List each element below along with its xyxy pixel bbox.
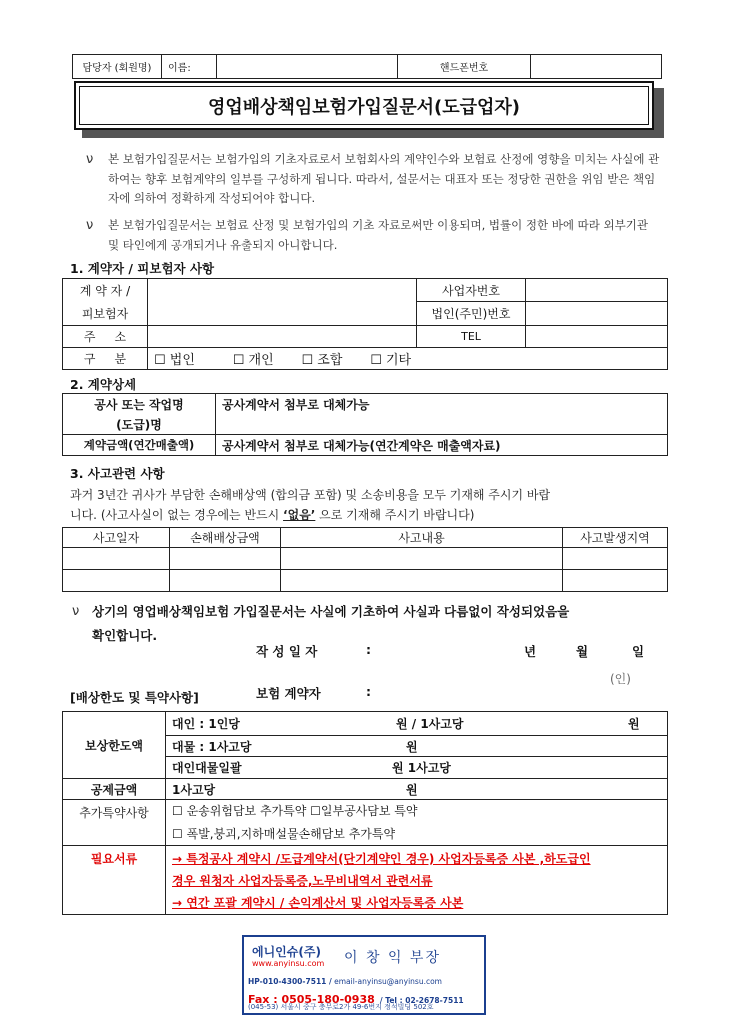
date-year: 년 bbox=[524, 644, 537, 659]
person-per-label: 대인 : 1인당 bbox=[172, 717, 240, 731]
contractor-field[interactable] bbox=[148, 279, 417, 326]
section3-desc-line1: 과거 3년간 귀사가 부담한 손해배상액 (합의금 포함) 및 소송비용을 모두 기재해 주시기 바랍 bbox=[70, 488, 551, 502]
damage-amount-header: 손해배상금액 bbox=[170, 528, 281, 548]
deductible-won: 원 bbox=[406, 782, 418, 797]
date-label: 작 성 일 자 bbox=[256, 644, 318, 659]
table-cell[interactable] bbox=[281, 570, 563, 592]
card-website: www.anyinsu.com bbox=[252, 959, 325, 968]
business-card bbox=[242, 935, 486, 1015]
property-won: 원 bbox=[406, 739, 418, 754]
docs-line-2: 경우 원청자 사업자등록증,노무비내역서 관련서류 bbox=[172, 874, 433, 888]
table-row bbox=[63, 570, 668, 592]
section3-desc bbox=[70, 485, 664, 525]
docs-line-3: → 연간 포괄 계약시 / 손익계산서 및 사업자등록증 사본 bbox=[172, 896, 464, 910]
table-cell[interactable] bbox=[563, 548, 668, 570]
bullet-icon: ν bbox=[86, 218, 94, 233]
phone-label: 핸드폰번호 bbox=[398, 55, 531, 79]
date-colon: : bbox=[366, 642, 371, 657]
combined-won-accident: 원 1사고당 bbox=[392, 761, 451, 775]
extra-label: 추가특약사항 bbox=[63, 800, 166, 846]
corp-no-label: 법인(주민)번호 bbox=[417, 302, 526, 326]
signer-label: 보험 계약자 bbox=[256, 686, 321, 701]
limits-title: [배상한도 및 특약사항] bbox=[70, 690, 199, 705]
date-day: 일 bbox=[632, 644, 645, 659]
none-keyword: ‘없음’ bbox=[283, 508, 316, 522]
work-label-2: (도급)명 bbox=[63, 415, 216, 435]
coverage-combined-row[interactable] bbox=[166, 757, 668, 779]
coverage-person-row[interactable] bbox=[166, 712, 668, 736]
extra-option-1[interactable]: ☐ 운송위험담보 추가특약 ☐일부공사담보 특약 bbox=[166, 800, 668, 822]
accident-region-header: 사고발생지역 bbox=[563, 528, 668, 548]
name-label: 이름: bbox=[162, 55, 217, 79]
property-per-label: 대물 : 1사고당 bbox=[172, 739, 252, 754]
tel-label: TEL bbox=[417, 326, 526, 348]
confirm-block bbox=[72, 600, 664, 648]
table-cell[interactable] bbox=[563, 570, 668, 592]
biz-no-label: 사업자번호 bbox=[417, 279, 526, 302]
bullet-icon: ν bbox=[72, 604, 80, 619]
table-row bbox=[63, 548, 668, 570]
contractor-table bbox=[62, 278, 668, 370]
biz-no-field[interactable] bbox=[526, 279, 668, 302]
section3-title: 3. 사고관련 사항 bbox=[70, 466, 165, 481]
accident-date-header: 사고일자 bbox=[63, 528, 170, 548]
work-value[interactable]: 공사계약서 첨부로 대체가능 bbox=[216, 394, 668, 415]
header-row bbox=[72, 54, 662, 79]
card-company: 에니인슈(주) bbox=[252, 945, 321, 959]
type-options bbox=[148, 348, 668, 370]
card-address: (045-53) 서울시 중구 충무로2가 49-6번지 정석빌딩 502호 bbox=[248, 1003, 434, 1011]
person-won-accident: 원 / 1사고당 bbox=[396, 717, 464, 731]
bullet-icon: ν bbox=[86, 152, 94, 167]
docs-content bbox=[166, 846, 668, 915]
work-field-line[interactable] bbox=[216, 415, 668, 435]
type-corp-checkbox[interactable]: ☐ 법인 bbox=[154, 353, 195, 368]
phone-field[interactable] bbox=[531, 55, 662, 79]
insured-label: 피보험자 bbox=[63, 302, 148, 326]
combined-label: 대인대물일괄 bbox=[172, 761, 242, 775]
extra-option-2[interactable]: ☐ 폭발,붕괴,지하매설물손해담보 추가특약 bbox=[166, 822, 668, 846]
card-email: email-anyinsu@anyinsu.com bbox=[334, 977, 442, 986]
docs-label: 필요서류 bbox=[63, 846, 166, 915]
notice-1 bbox=[86, 150, 662, 209]
amount-value[interactable]: 공사계약서 첨부로 대체가능(연간계약은 매출액자료) bbox=[216, 435, 668, 456]
section3-desc-line2: 니다. (사고사실이 없는 경우에는 반드시 ‘없음’ 으로 기재해 주시기 바랍니다) bbox=[70, 508, 475, 522]
docs-line-1: → 특정공사 계약시 /도급계약서(단기계약인 경우) 사업자등록증 사본 ,하도급인 bbox=[172, 852, 591, 866]
card-tel: / Tel : 02-2678-7511 bbox=[379, 996, 464, 1005]
section1-title: 1. 계약자 / 피보험자 사항 bbox=[70, 261, 215, 276]
deductible-label: 공제금액 bbox=[63, 779, 166, 800]
type-union-checkbox[interactable]: ☐ 조합 bbox=[301, 353, 343, 368]
table-cell[interactable] bbox=[63, 570, 170, 592]
document-title: 영업배상책임보험가입질문서(도급업자) bbox=[207, 96, 521, 118]
address-label: 주 소 bbox=[63, 326, 148, 348]
deductible-row[interactable] bbox=[166, 779, 668, 800]
accident-table bbox=[62, 527, 668, 592]
notice-text-2: 본 보험가입질문서는 보험료 산정 및 보험가입의 기초 자료로써만 이용되며, 법률이 정한 바에 따라 외부기관 및 타인에게 공개되거나 유출되지 아니합니다. bbox=[108, 218, 648, 252]
table-cell[interactable] bbox=[170, 548, 281, 570]
amount-label: 계약금액(연간매출액) bbox=[63, 435, 216, 456]
table-cell[interactable] bbox=[170, 570, 281, 592]
corp-no-field[interactable] bbox=[526, 302, 668, 326]
tel-field[interactable] bbox=[526, 326, 668, 348]
contractor-label: 계 약 자 / bbox=[63, 279, 148, 302]
section2-title: 2. 계약상세 bbox=[70, 377, 137, 392]
table-cell[interactable] bbox=[63, 548, 170, 570]
card-person: 이 창 익 부장 bbox=[344, 950, 441, 966]
date-month: 월 bbox=[576, 644, 589, 659]
title-box bbox=[74, 81, 654, 130]
accident-content-header: 사고내용 bbox=[281, 528, 563, 548]
seal-mark: (인) bbox=[610, 672, 631, 686]
limits-table bbox=[62, 711, 668, 915]
card-hp: HP-010-4300-7511 / email-anyinsu@anyinsu.com bbox=[248, 977, 442, 986]
name-field[interactable] bbox=[217, 55, 398, 79]
notice-2 bbox=[86, 216, 662, 255]
contract-detail-table bbox=[62, 393, 668, 456]
type-other-checkbox[interactable]: ☐ 기타 bbox=[370, 353, 412, 368]
address-field[interactable] bbox=[148, 326, 417, 348]
person-won-total: 원 bbox=[628, 717, 640, 731]
card-fax: Fax : 0505-180-0938 bbox=[248, 993, 375, 1006]
confirm-text-2: 확인합니다. bbox=[92, 628, 158, 643]
confirm-text-1: 상기의 영업배상책임보험 가입질문서는 사실에 기초하여 사실과 다름없이 작성되었음을 bbox=[92, 604, 570, 619]
type-label: 구 분 bbox=[63, 348, 148, 370]
signer-colon: : bbox=[366, 684, 371, 699]
type-individual-checkbox[interactable]: ☐ 개인 bbox=[232, 353, 274, 368]
deductible-value: 1사고당 bbox=[172, 782, 216, 797]
coverage-label: 보상한도액 bbox=[63, 712, 166, 779]
notice-text-1: 본 보험가입질문서는 보험가입의 기초자료로서 보험회사의 계약인수와 보험료 산정에 영향을 미치는 사실에 관하여는 향후 보험계약의 일부를 구성하게 됩니다. 따라서, 설문서는 대표자 또는 정당한 권한을 위임 받은 책임자에 의하여 정확하게 작성되어야 합니다. bbox=[108, 152, 660, 205]
table-cell[interactable] bbox=[281, 548, 563, 570]
manager-label: 담당자 (회원명) bbox=[73, 55, 162, 79]
coverage-property-row[interactable] bbox=[166, 736, 668, 757]
work-label: 공사 또는 작업명 bbox=[63, 394, 216, 415]
